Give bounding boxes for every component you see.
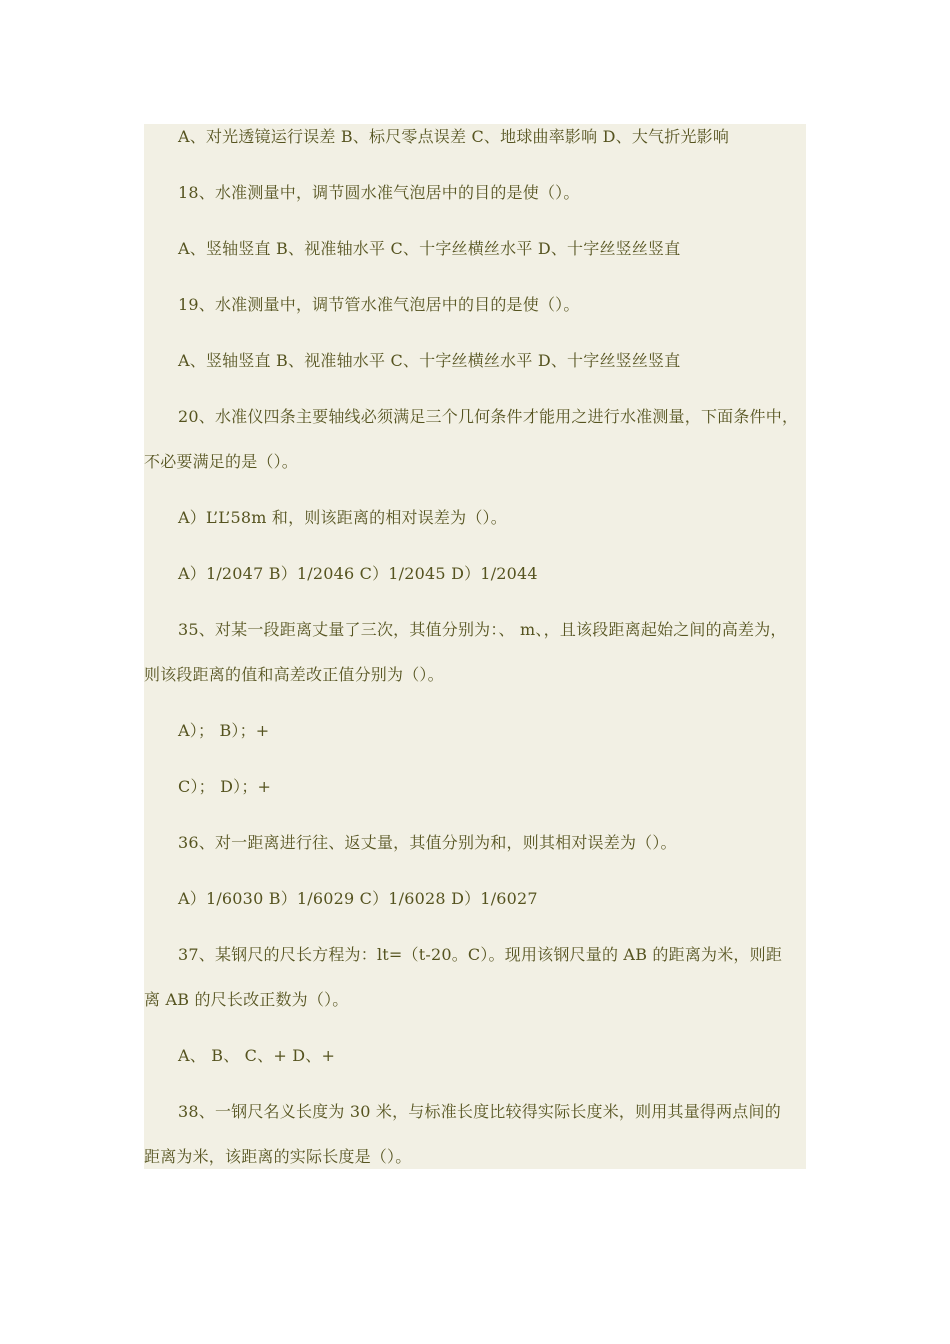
question-35-line-1: 35、对某一段距离丈量了三次，其值分别为：、 m、，且该段距离起始之间的高差为， — [178, 620, 787, 639]
question-37-line-1: 37、某钢尺的尺长方程为：lt=（t-20。C）。现用该钢尺量的 AB 的距离为米，则距 — [178, 945, 783, 964]
question-19: 19、水准测量中，调节管水准气泡居中的目的是使（）。 — [178, 295, 580, 314]
question-20-line-2: 不必要满足的是（）。 — [144, 452, 299, 471]
option-line-18: A、竖轴竖直 B、视准轴水平 C、十字丝横丝水平 D、十字丝竖丝竖直 — [178, 239, 681, 258]
question-36: 36、对一距离进行往、返丈量，其值分别为和，则其相对误差为（）。 — [178, 833, 677, 852]
question-20-line-1: 20、水准仪四条主要轴线必须满足三个几何条件才能用之进行水准测量，下面条件中， — [178, 407, 799, 426]
option-line-35-ab: A）； B）；+ — [178, 721, 270, 740]
question-18: 18、水准测量中，调节圆水准气泡居中的目的是使（）。 — [178, 183, 580, 202]
option-line-37: A、 B、 C、+ D、+ — [178, 1046, 336, 1065]
question-38-line-1: 38、一钢尺名义长度为 30 米，与标准长度比较得实际长度米，则用其量得两点间的 — [178, 1102, 781, 1121]
option-line-19: A、竖轴竖直 B、视准轴水平 C、十字丝横丝水平 D、十字丝竖丝竖直 — [178, 351, 681, 370]
question-35-line-2: 则该段距离的值和高差改正值分别为（）。 — [144, 665, 444, 684]
option-line-36: A）1/6030 B）1/6029 C）1/6028 D）1/6027 — [178, 889, 538, 908]
question-38-line-2: 距离为米，该距离的实际长度是（）。 — [144, 1147, 412, 1166]
option-line-a: A）L’L’58m 和，则该距离的相对误差为（）。 — [178, 508, 507, 527]
question-37-line-2: 离 AB 的尺长改正数为（）。 — [144, 990, 349, 1009]
option-line-ratio: A）1/2047 B）1/2046 C）1/2045 D）1/2044 — [178, 564, 538, 583]
option-line-17: A、对光透镜运行误差 B、标尺零点误差 C、地球曲率影响 D、大气折光影响 — [178, 127, 730, 146]
text-block — [144, 124, 806, 1169]
option-line-35-cd: C）； D）；+ — [178, 777, 272, 796]
